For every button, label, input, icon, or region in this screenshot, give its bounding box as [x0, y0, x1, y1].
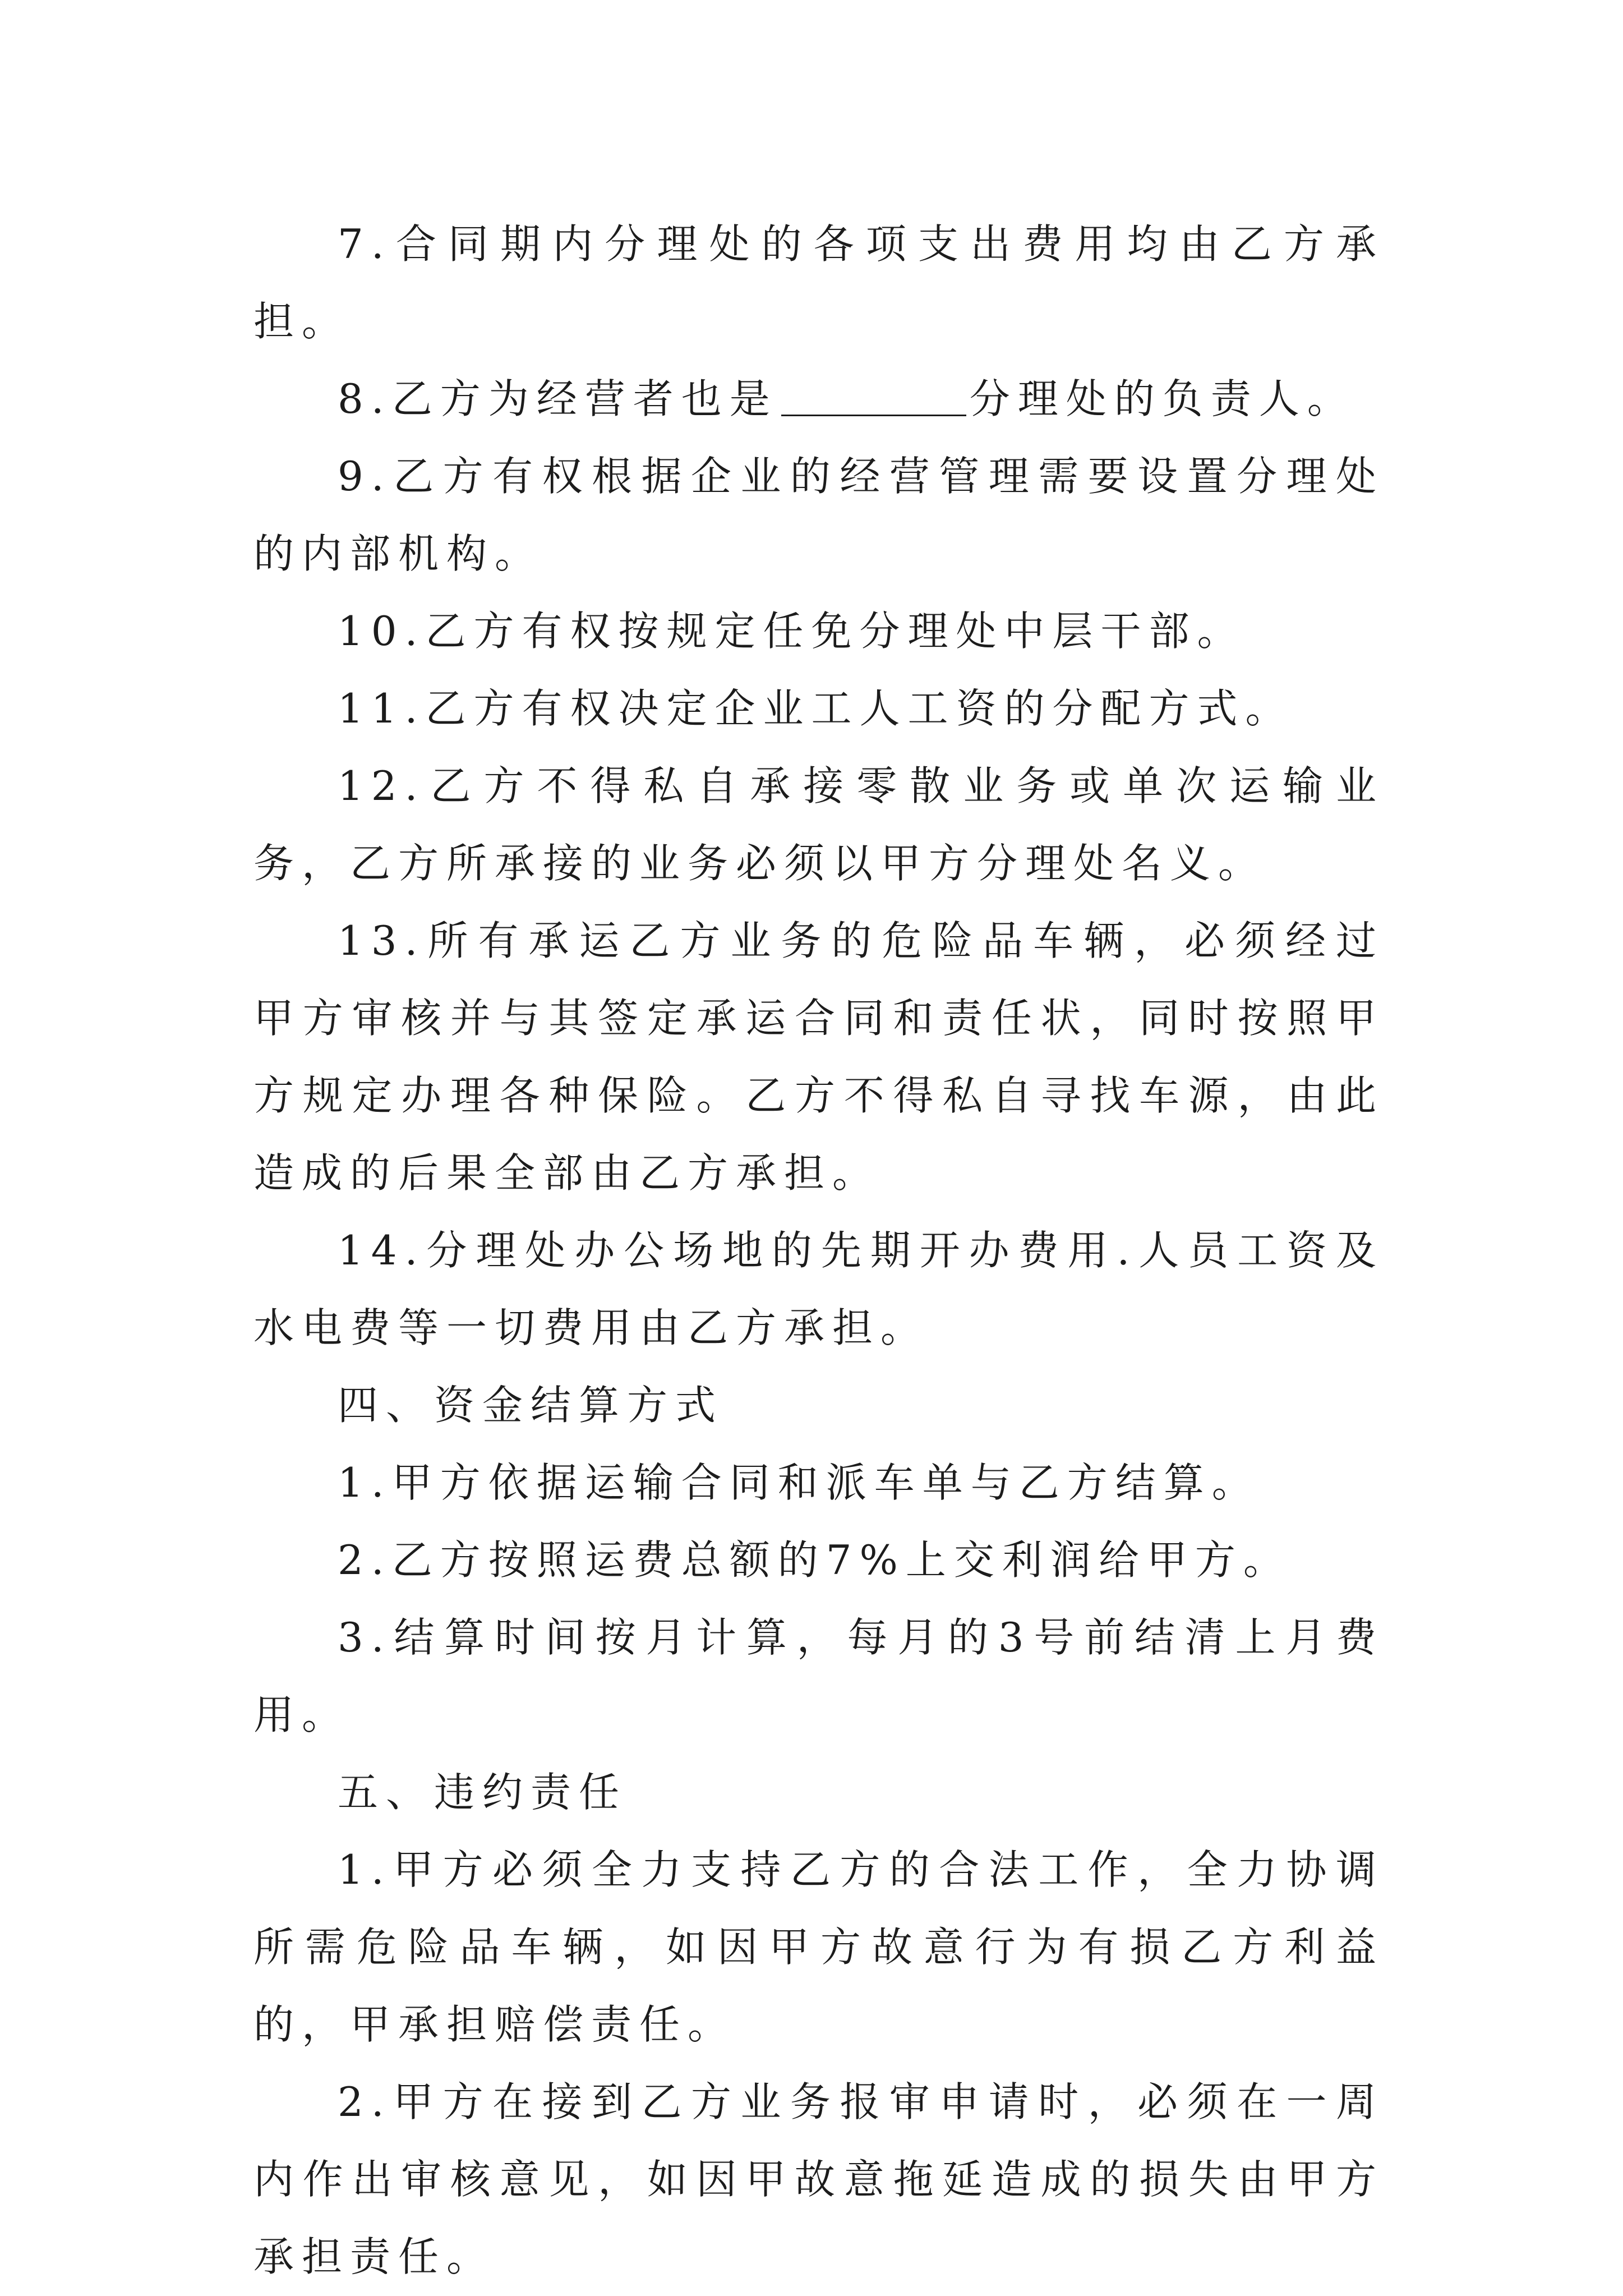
- clause-12: 12.乙方不得私自承接零散业务或单次运输业务，乙方所承接的业务必须以甲方分理处名义。: [253, 762, 1384, 887]
- settlement-clause-3: 3.结算时间按月计算，每月的3号前结清上月费用。: [253, 1614, 1384, 1738]
- settlement-clause-1: 1.甲方依据运输合同和派车单与乙方结算。: [338, 1459, 1260, 1506]
- clause-8-after: 分理处的负责人。: [969, 375, 1355, 422]
- settlement-clause-2: 2.乙方按照运费总额的7%上交利润给甲方。: [338, 1536, 1292, 1584]
- clause-8: [253, 360, 1384, 438]
- clause-13: 13.所有承运乙方业务的危险品车辆，必须经过甲方审核并与其签定承运合同和责任状，同时按照甲方规定办理各种保险。乙方不得私自寻找车源，由此造成的后果全部由乙方承担。: [253, 917, 1384, 1197]
- liability-clause-1: 1.甲方必须全力支持乙方的合法工作，全力协调所需危险品车辆，如因甲方故意行为有损乙方利益的，甲承担赔偿责任。: [253, 1846, 1384, 2048]
- fill-in-blank: [781, 380, 966, 416]
- clause-7: 7.合同期内分理处的各项支出费用均由乙方承担。: [253, 220, 1384, 345]
- clause-11: 11.乙方有权决定企业工人工资的分配方式。: [338, 685, 1294, 732]
- clause-10: 10.乙方有权按规定任免分理处中层干部。: [338, 608, 1246, 655]
- section-heading-liability: 五、违约责任: [338, 1769, 628, 1816]
- clause-8-before: 8.乙方为经营者也是: [338, 375, 778, 422]
- clause-14: 14.分理处办公场地的先期开办费用.人员工资及水电费等一切费用由乙方承担。: [253, 1227, 1384, 1351]
- liability-clause-2: 2.甲方在接到乙方业务报审申请时，必须在一周内作出审核意见，如因甲故意拖延造成的损失由甲方承担责任。: [253, 2078, 1384, 2280]
- section-heading-settlement: 四、资金结算方式: [338, 1382, 724, 1429]
- document-page: [253, 205, 1384, 2295]
- clause-9: 9.乙方有权根据企业的经营管理需要设置分理处的内部机构。: [253, 453, 1384, 577]
